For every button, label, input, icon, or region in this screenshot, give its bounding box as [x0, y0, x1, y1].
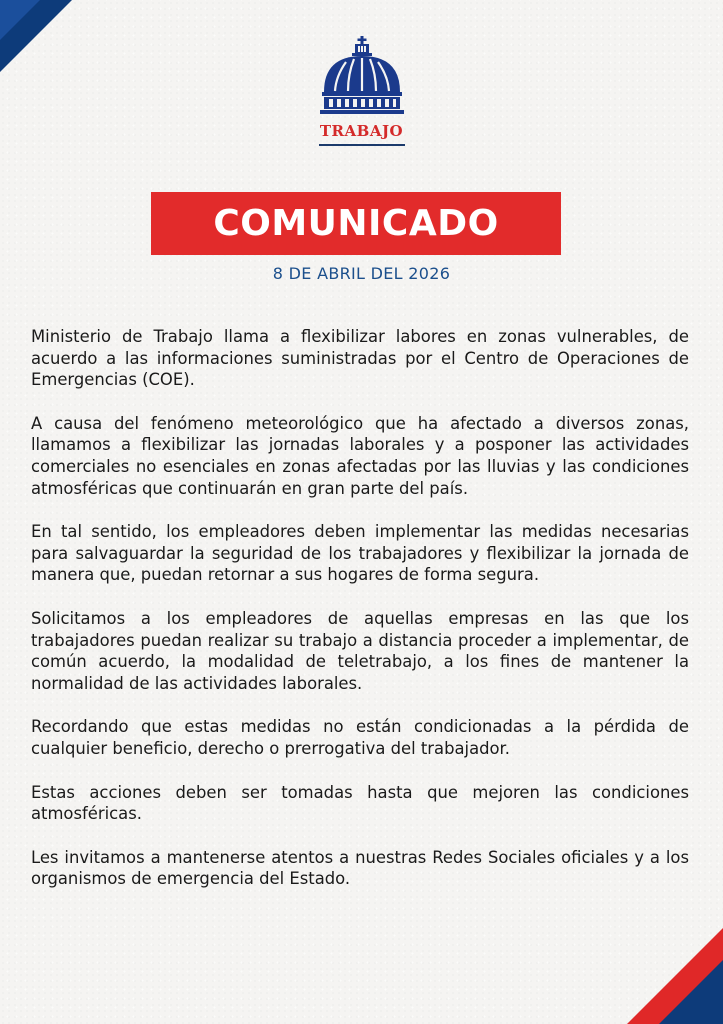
date-line: 8 DE ABRIL DEL 2026	[272, 264, 451, 283]
paragraph-4: Solicitamos a los empleadores de aquellas empresas en las que los trabajadores puedan realizar su trabajo a distancia proceder a implementar, de común acuerdo, la modalidad de teletrabajo, a los fines de mantener la normalidad de las actividades laborales.	[31, 608, 689, 693]
paragraph-5: Recordando que estas medidas no están condicionadas a la pérdida de cualquier beneficio, derecho o prerrogativa del trabajador.	[31, 717, 689, 758]
paragraph-7: Les invitamos a mantenerse atentos a nuestras Redes Sociales oficiales y a los organismos de emergencia del Estado.	[31, 847, 689, 889]
paragraph-3: En tal sentido, los empleadores deben implementar las medidas necesarias para salvaguardar la seguridad de los trabajadores y flexibilizar la jornada de manera que, puedan retornar a sus hogares de forma segura.	[31, 522, 689, 585]
title-banner	[151, 192, 561, 255]
logo-text: TRABAJO	[319, 122, 404, 140]
page-title: COMUNICADO	[213, 203, 499, 244]
logo-underline	[319, 144, 405, 146]
paragraph-2: A causa del fenómeno meteorológico que ha afectado a diversos zonas, llamamos a flexibilizar las jornadas laborales y a posponer las actividades comerciales no esenciales en zonas afectadas por las lluvias y las condiciones atmosféricas que continuarán en gran parte del país.	[31, 413, 689, 498]
communique-body	[31, 326, 689, 912]
paragraph-6: Estas acciones deben ser tomadas hasta que mejoren las condiciones atmosféricas.	[31, 782, 689, 824]
paragraph-1: Ministerio de Trabajo llama a flexibilizar labores en zonas vulnerables, de acuerdo a las informaciones suministradas por el Centro de Operaciones de Emergencias (COE).	[31, 327, 689, 390]
dome-icon	[318, 34, 406, 118]
corner-decoration-bottom-right-blue	[659, 960, 723, 1024]
ministry-logo	[0, 34, 723, 146]
